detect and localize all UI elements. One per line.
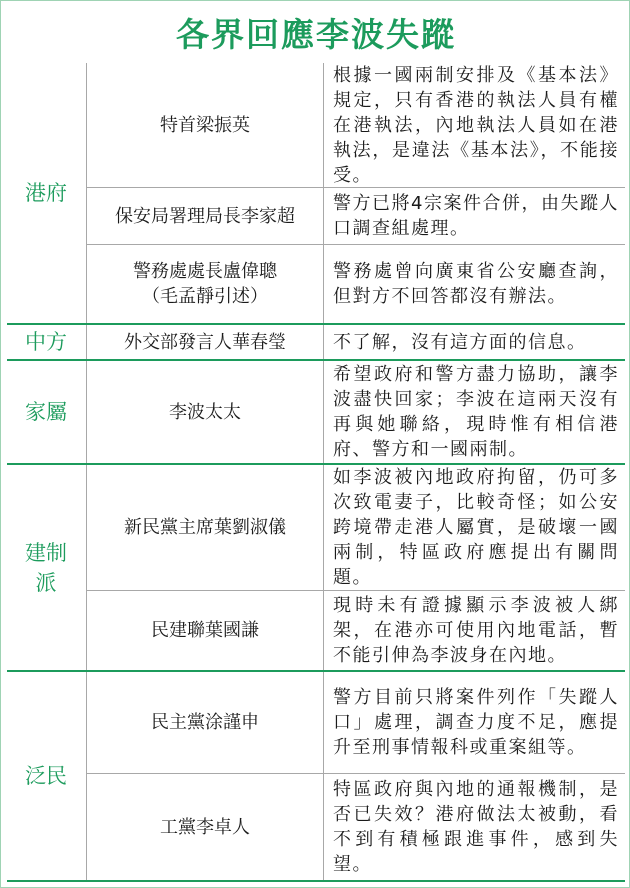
page-title: 各界回應李波失蹤 [176, 15, 456, 54]
table-row [87, 63, 625, 187]
row-person: 李波太太 [169, 401, 241, 423]
group-category-label: 港府 [25, 181, 67, 205]
table-row [87, 325, 625, 359]
row-statement: 希望政府和警方盡力協助，讓李波盡快回家；李波在這兩天沒有再與她聯絡，現時惟有相信港府、警方和一國兩制。 [333, 364, 619, 460]
row-statement: 特區政府與內地的通報機制，是否已失效？港府做法太被動，看不到有積極跟進事件，感到失望。 [333, 779, 619, 875]
row-statement: 根據一國兩制安排及《基本法》規定，只有香港的執法人員有權在港執法，內地執法人員如在港執法，是違法《基本法》，不能接受。 [333, 64, 619, 186]
row-person: 外交部發言人華春瑩 [124, 331, 286, 353]
row-person: 保安局署理局長李家超 [115, 205, 295, 227]
table-row [87, 465, 625, 590]
table-bottom-border [7, 880, 625, 882]
table-row [87, 774, 625, 880]
group-category-label: 家屬 [25, 400, 67, 424]
row-person: 新民黨主席葉劉淑儀 [124, 517, 286, 538]
row-statement: 警務處曾向廣東省公安廳查詢，但對方不回答都沒有辦法。 [333, 261, 619, 307]
responses-table [7, 63, 625, 882]
table-row [87, 591, 625, 670]
group-category-label: 建制 派 [25, 540, 67, 595]
row-person: 特首梁振英 [160, 114, 250, 136]
row-person: 警務處處長盧偉聰 （毛孟靜引述） [133, 261, 277, 307]
row-statement: 警方已將4宗案件合併，由失蹤人口調查組處理。 [333, 193, 619, 239]
row-statement: 警方目前只將案件列作「失蹤人口」處理，調查力度不足，應提升至刑事情報科或重案組等。 [333, 687, 619, 758]
row-person: 工黨李卓人 [160, 816, 250, 838]
row-person: 民主黨涂謹申 [151, 712, 259, 733]
row-statement: 不了解，沒有這方面的信息。 [333, 331, 587, 353]
group-family [7, 361, 625, 463]
group-pro-establishment [7, 465, 625, 670]
row-person: 民建聯葉國謙 [151, 620, 259, 641]
table-row [87, 672, 625, 773]
table-row [87, 361, 625, 463]
table-row [87, 245, 625, 323]
group-china-side [7, 325, 625, 359]
group-hk-government [7, 63, 625, 323]
group-category-label: 泛民 [25, 764, 67, 788]
row-statement: 現時未有證據顯示李波被人綁架，在港亦可使用內地電話，暫不能引伸為李波身在內地。 [333, 595, 619, 666]
group-category-label: 中方 [25, 330, 67, 354]
group-pan-democrats [7, 672, 625, 880]
row-statement: 如李波被內地政府拘留，仍可多次致電妻子，比較奇怪；如公安跨境帶走港人屬實，是破壞一國兩制，特區政府應提出有關問題。 [333, 467, 619, 588]
table-row [87, 188, 625, 244]
